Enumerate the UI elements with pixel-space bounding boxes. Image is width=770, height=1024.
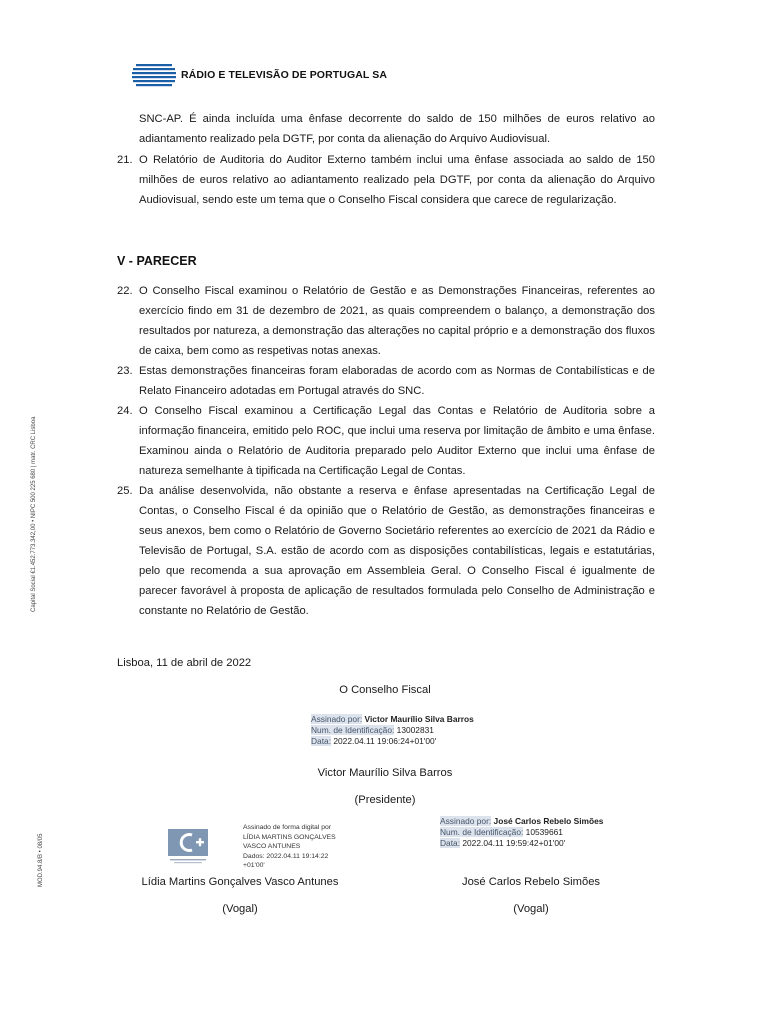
rtp-logo (132, 63, 176, 89)
digital-signature-president (311, 714, 474, 747)
id-value: 13002831 (396, 725, 434, 735)
president-role: (Presidente) (354, 794, 416, 806)
signature-line: LÍDIA MARTINS GONÇALVES (243, 833, 336, 841)
date-value: 2022.04.11 19:06:24+01'00' (333, 736, 437, 746)
council-title: O Conselho Fiscal (339, 684, 431, 696)
paragraph-text: SNC-AP. É ainda incluída uma ênfase decorrente do saldo de 150 milhões de euros relativo ao adiantamento realizado pela DGTF, por conta da alienação do Arquivo Audiovisual. (139, 113, 655, 145)
place-date: Lisboa, 11 de abril de 2022 (117, 657, 252, 669)
digital-signature-vogal-2 (440, 816, 603, 849)
paragraph-number: 21. (117, 154, 133, 166)
signature-line: Assinado de forma digital por (243, 824, 332, 831)
signature-line: Dados: 2022.04.11 19:14:22 (243, 852, 329, 860)
paragraph-number: 22. (117, 285, 133, 297)
paragraph-text: Da análise desenvolvida, não obstante a reserva e ênfase apresentadas na Certificação Legal de Contas, o Conselho Fiscal é da opinião que o Relatório de Gestão, as demonstrações financeiras e seus anexos, bem como o Relatório de Governo Societário referentes ao exercício de 2021 da Rádio e Televisão de Portugal, S.A. estão de acordo com as disposições contabilísticas, legais e estatutárias, pelo que recomenda a sua aprovação em Assembleia Geral. O Conselho Fiscal é igualmente de parecer favorável à proposta de aplicação de resultados formulada pelo Conselho de Administração e constante no Relatório de Gestão. (139, 485, 655, 617)
date-value: 2022.04.11 19:59:42+01'00' (462, 838, 566, 848)
paragraph-text: O Conselho Fiscal examinou a Certificação Legal das Contas e Relatório de Auditoria sobre a informação financeira, emitido pelo ROC, que inclui uma reserva por limitação de âmbito e uma ênfase. Examinou ainda o Relatório de Auditoria preparado pelo Auditor Externo que inclui uma ênfase de natureza semelhante à tipificada na Certificação Legal de Contas. (139, 405, 655, 477)
date-label: Data: (311, 736, 332, 746)
vogal-1-name: Lídia Martins Gonçalves Vasco Antunes (141, 876, 339, 888)
paragraph-number: 25. (117, 485, 133, 497)
id-label: Num. de Identificação: (311, 725, 395, 735)
paragraph-21 (117, 150, 655, 210)
id-label: Num. de Identificação: (440, 827, 524, 837)
paragraph-23 (117, 361, 655, 401)
capital-note: Capital Social €1.452.773.342,00 • NIPC 500 225 680 | matr. CRC Lisboa (31, 416, 37, 612)
form-code: MOD.94.8/B • 08/05 (38, 833, 44, 887)
vogal-2-role: (Vogal) (513, 903, 549, 915)
vogal-1-role: (Vogal) (222, 903, 258, 915)
paragraph-text: Estas demonstrações financeiras foram elaboradas de acordo com as Normas de Contabilísticas e de Relato Financeiro adotadas em Portugal através do SNC. (139, 365, 655, 397)
paragraph-24 (117, 401, 655, 481)
paragraph-number: 23. (117, 365, 133, 377)
signer-name: Victor Maurílio Silva Barros (364, 714, 474, 724)
paragraph-number: 24. (117, 405, 133, 417)
paragraph-text: O Relatório de Auditoria do Auditor Externo também inclui uma ênfase associada ao saldo de 150 milhões de euros relativo ao adiantamento realizado pela DGTF, por conta da alienação do Arquivo Audiovisual, sendo este um tema que o Conselho Fiscal considera que carece de regularização. (139, 154, 655, 206)
continuation-paragraph (117, 109, 655, 149)
signed-by-label: Assinado por: (440, 816, 492, 826)
paragraph-25 (117, 481, 655, 621)
signature-seal-icon (168, 829, 208, 865)
section-heading: V - PARECER (117, 254, 197, 268)
paragraph-22 (117, 281, 655, 361)
id-value: 10539661 (525, 827, 563, 837)
date-label: Data: (440, 838, 461, 848)
signature-line: VASCO ANTUNES (243, 843, 301, 850)
vogal-2-name: José Carlos Rebelo Simões (461, 876, 601, 888)
paragraph-text: O Conselho Fiscal examinou o Relatório de Gestão e as Demonstrações Financeiras, referentes ao exercício findo em 31 de dezembro de 2021, as quais compreendem o balanço, a demonstração dos resultados por natureza, a demonstração das alterações no capital próprio e a demonstração dos fluxos de caixa, bem como as respetivas notas anexas. (139, 285, 655, 357)
president-name: Victor Maurílio Silva Barros (317, 767, 453, 779)
signer-name: José Carlos Rebelo Simões (493, 816, 604, 826)
company-name: RÁDIO E TELEVISÃO DE PORTUGAL SA (181, 69, 388, 81)
signed-by-label: Assinado por: (311, 714, 363, 724)
signature-line: +01'00' (243, 862, 265, 869)
digital-signature-vogal-1 (243, 823, 336, 871)
